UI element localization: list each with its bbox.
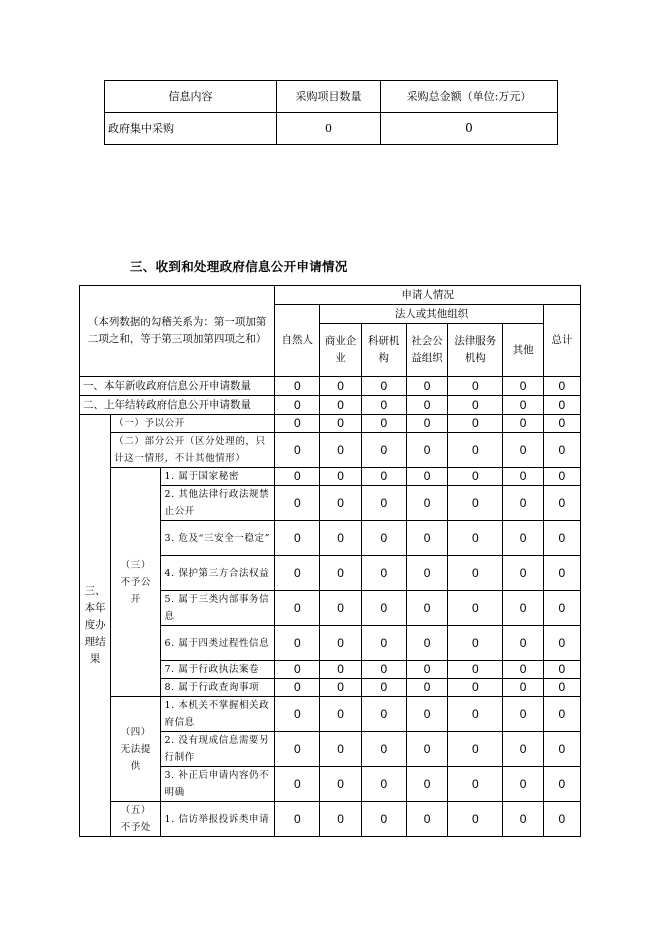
zero-cell: 0: [320, 591, 361, 626]
zero-cell: 0: [543, 468, 580, 486]
table-row: [80, 802, 581, 837]
zero-cell: 0: [275, 377, 320, 396]
row-amount: 0: [381, 113, 558, 145]
procurement-header-row: [105, 81, 558, 113]
zero-cell: 0: [361, 556, 406, 591]
zero-cell: 0: [320, 661, 361, 679]
application-table: [79, 285, 581, 837]
zero-cell: 0: [361, 661, 406, 679]
g3-item-8: 8. 属于行政查询事项: [161, 679, 275, 697]
g3-item-3: 3. 危及“三安全一稳定”: [161, 521, 275, 556]
zero-cell: 0: [275, 661, 320, 679]
zero-cell: 0: [275, 396, 320, 415]
col-total: 总计: [543, 305, 580, 377]
zero-cell: 0: [448, 556, 503, 591]
g3-item-4: 4. 保护第三方合法权益: [161, 556, 275, 591]
zero-cell: 0: [275, 767, 320, 802]
zero-cell: 0: [275, 486, 320, 521]
section-title: 三、收到和处理政府信息公开申请情况: [130, 259, 348, 274]
zero-cell: 0: [448, 468, 503, 486]
row-r1-label: （一）予以公开: [111, 415, 275, 433]
zero-cell: 0: [406, 556, 447, 591]
g3-item-6: 6. 属于四类过程性信息: [161, 626, 275, 661]
zero-cell: 0: [320, 802, 361, 837]
table-row: [80, 697, 581, 732]
zero-cell: 0: [543, 591, 580, 626]
zero-cell: 0: [448, 433, 503, 468]
procurement-table: [104, 80, 558, 145]
zero-cell: 0: [543, 697, 580, 732]
g4-item-3: 3. 补正后申请内容仍不明确: [161, 767, 275, 802]
zero-cell: 0: [361, 486, 406, 521]
zero-cell: 0: [503, 767, 543, 802]
zero-cell: 0: [503, 697, 543, 732]
zero-cell: 0: [448, 697, 503, 732]
zero-cell: 0: [543, 767, 580, 802]
zero-cell: 0: [503, 396, 543, 415]
group4-label: （四）无法提供: [111, 697, 161, 802]
zero-cell: 0: [320, 767, 361, 802]
zero-cell: 0: [320, 468, 361, 486]
table-row: [80, 377, 581, 396]
zero-cell: 0: [275, 591, 320, 626]
zero-cell: 0: [448, 521, 503, 556]
col-natural-person: 自然人: [275, 305, 320, 377]
zero-cell: 0: [448, 377, 503, 396]
zero-cell: 0: [361, 415, 406, 433]
zero-cell: 0: [361, 396, 406, 415]
zero-cell: 0: [503, 661, 543, 679]
row-new-label: 一、本年新收政府信息公开申请数量: [80, 377, 275, 396]
zero-cell: 0: [275, 802, 320, 837]
zero-cell: 0: [503, 468, 543, 486]
zero-cell: 0: [320, 486, 361, 521]
zero-cell: 0: [275, 556, 320, 591]
table-note: （本列数据的勾稽关系为：第一项加第二项之和，等于第三项加第四项之和）: [80, 286, 275, 377]
row-count: 0: [277, 113, 381, 145]
zero-cell: 0: [406, 732, 447, 767]
g5-item-1: 1. 信访举报投诉类申请: [161, 802, 275, 837]
zero-cell: 0: [361, 468, 406, 486]
col-other: 其他: [503, 324, 543, 377]
row-carry-label: 二、上年结转政府信息公开申请数量: [80, 396, 275, 415]
zero-cell: 0: [361, 433, 406, 468]
zero-cell: 0: [361, 626, 406, 661]
zero-cell: 0: [406, 697, 447, 732]
group3-label: （三）不予公开: [111, 468, 161, 697]
zero-cell: 0: [406, 486, 447, 521]
applicant-header: 申请人情况: [275, 286, 581, 305]
zero-cell: 0: [543, 732, 580, 767]
zero-cell: 0: [503, 732, 543, 767]
header-info-content: 信息内容: [105, 81, 277, 113]
g3-item-1: 1. 属于国家秘密: [161, 468, 275, 486]
zero-cell: 0: [543, 626, 580, 661]
zero-cell: 0: [320, 415, 361, 433]
zero-cell: 0: [503, 377, 543, 396]
zero-cell: 0: [320, 433, 361, 468]
zero-cell: 0: [543, 433, 580, 468]
zero-cell: 0: [275, 697, 320, 732]
zero-cell: 0: [503, 521, 543, 556]
zero-cell: 0: [320, 396, 361, 415]
zero-cell: 0: [320, 732, 361, 767]
zero-cell: 0: [543, 486, 580, 521]
zero-cell: 0: [448, 661, 503, 679]
zero-cell: 0: [448, 767, 503, 802]
zero-cell: 0: [275, 732, 320, 767]
row-r2-label: （二）部分公开（区分处理的，只计这一情形，不计其他情形）: [111, 433, 275, 468]
header-total-amount: 采购总金额（单位:万元）: [381, 81, 558, 113]
zero-cell: 0: [543, 415, 580, 433]
zero-cell: 0: [503, 802, 543, 837]
zero-cell: 0: [503, 556, 543, 591]
zero-cell: 0: [320, 697, 361, 732]
zero-cell: 0: [448, 591, 503, 626]
zero-cell: 0: [275, 521, 320, 556]
zero-cell: 0: [448, 802, 503, 837]
zero-cell: 0: [448, 486, 503, 521]
zero-cell: 0: [503, 679, 543, 697]
zero-cell: 0: [320, 377, 361, 396]
zero-cell: 0: [543, 396, 580, 415]
zero-cell: 0: [320, 556, 361, 591]
zero-cell: 0: [543, 661, 580, 679]
zero-cell: 0: [406, 679, 447, 697]
zero-cell: 0: [275, 679, 320, 697]
header-project-count: 采购项目数量: [277, 81, 381, 113]
zero-cell: 0: [275, 433, 320, 468]
row-label: 政府集中采购: [105, 113, 277, 145]
zero-cell: 0: [448, 396, 503, 415]
zero-cell: 0: [406, 661, 447, 679]
zero-cell: 0: [361, 697, 406, 732]
zero-cell: 0: [361, 679, 406, 697]
g3-item-5: 5. 属于三类内部事务信息: [161, 591, 275, 626]
zero-cell: 0: [503, 591, 543, 626]
zero-cell: 0: [275, 468, 320, 486]
zero-cell: 0: [320, 521, 361, 556]
zero-cell: 0: [448, 679, 503, 697]
g4-item-1: 1. 本机关不掌握相关政府信息: [161, 697, 275, 732]
zero-cell: 0: [320, 679, 361, 697]
g4-item-2: 2. 没有现成信息需要另行制作: [161, 732, 275, 767]
zero-cell: 0: [503, 486, 543, 521]
zero-cell: 0: [543, 679, 580, 697]
zero-cell: 0: [361, 802, 406, 837]
zero-cell: 0: [406, 415, 447, 433]
zero-cell: 0: [448, 626, 503, 661]
g3-item-7: 7. 属于行政执法案卷: [161, 661, 275, 679]
zero-cell: 0: [406, 521, 447, 556]
legal-header: 法人或其他组织: [320, 305, 543, 324]
result-group-label: 三、本年度办理结果: [80, 415, 111, 837]
procurement-data-row: [105, 113, 558, 145]
zero-cell: 0: [448, 732, 503, 767]
zero-cell: 0: [406, 377, 447, 396]
zero-cell: 0: [320, 626, 361, 661]
zero-cell: 0: [406, 802, 447, 837]
zero-cell: 0: [406, 433, 447, 468]
zero-cell: 0: [361, 767, 406, 802]
table-row: [80, 396, 581, 415]
table-row: [80, 468, 581, 486]
table-row: [80, 433, 581, 468]
g3-item-2: 2. 其他法律行政法规禁止公开: [161, 486, 275, 521]
table-row: [80, 415, 581, 433]
zero-cell: 0: [361, 591, 406, 626]
zero-cell: 0: [275, 415, 320, 433]
zero-cell: 0: [543, 556, 580, 591]
col-business: 商业企业: [320, 324, 361, 377]
zero-cell: 0: [275, 626, 320, 661]
zero-cell: 0: [406, 591, 447, 626]
zero-cell: 0: [503, 626, 543, 661]
zero-cell: 0: [406, 626, 447, 661]
group5-label: （五）不予处: [111, 802, 161, 837]
col-public-welfare: 社会公益组织: [406, 324, 447, 377]
zero-cell: 0: [543, 802, 580, 837]
zero-cell: 0: [543, 377, 580, 396]
zero-cell: 0: [448, 415, 503, 433]
col-research: 科研机构: [361, 324, 406, 377]
zero-cell: 0: [406, 396, 447, 415]
zero-cell: 0: [543, 521, 580, 556]
zero-cell: 0: [406, 468, 447, 486]
zero-cell: 0: [503, 415, 543, 433]
zero-cell: 0: [503, 433, 543, 468]
zero-cell: 0: [361, 732, 406, 767]
col-legal-service: 法律服务机构: [448, 324, 503, 377]
zero-cell: 0: [406, 767, 447, 802]
zero-cell: 0: [361, 521, 406, 556]
zero-cell: 0: [361, 377, 406, 396]
